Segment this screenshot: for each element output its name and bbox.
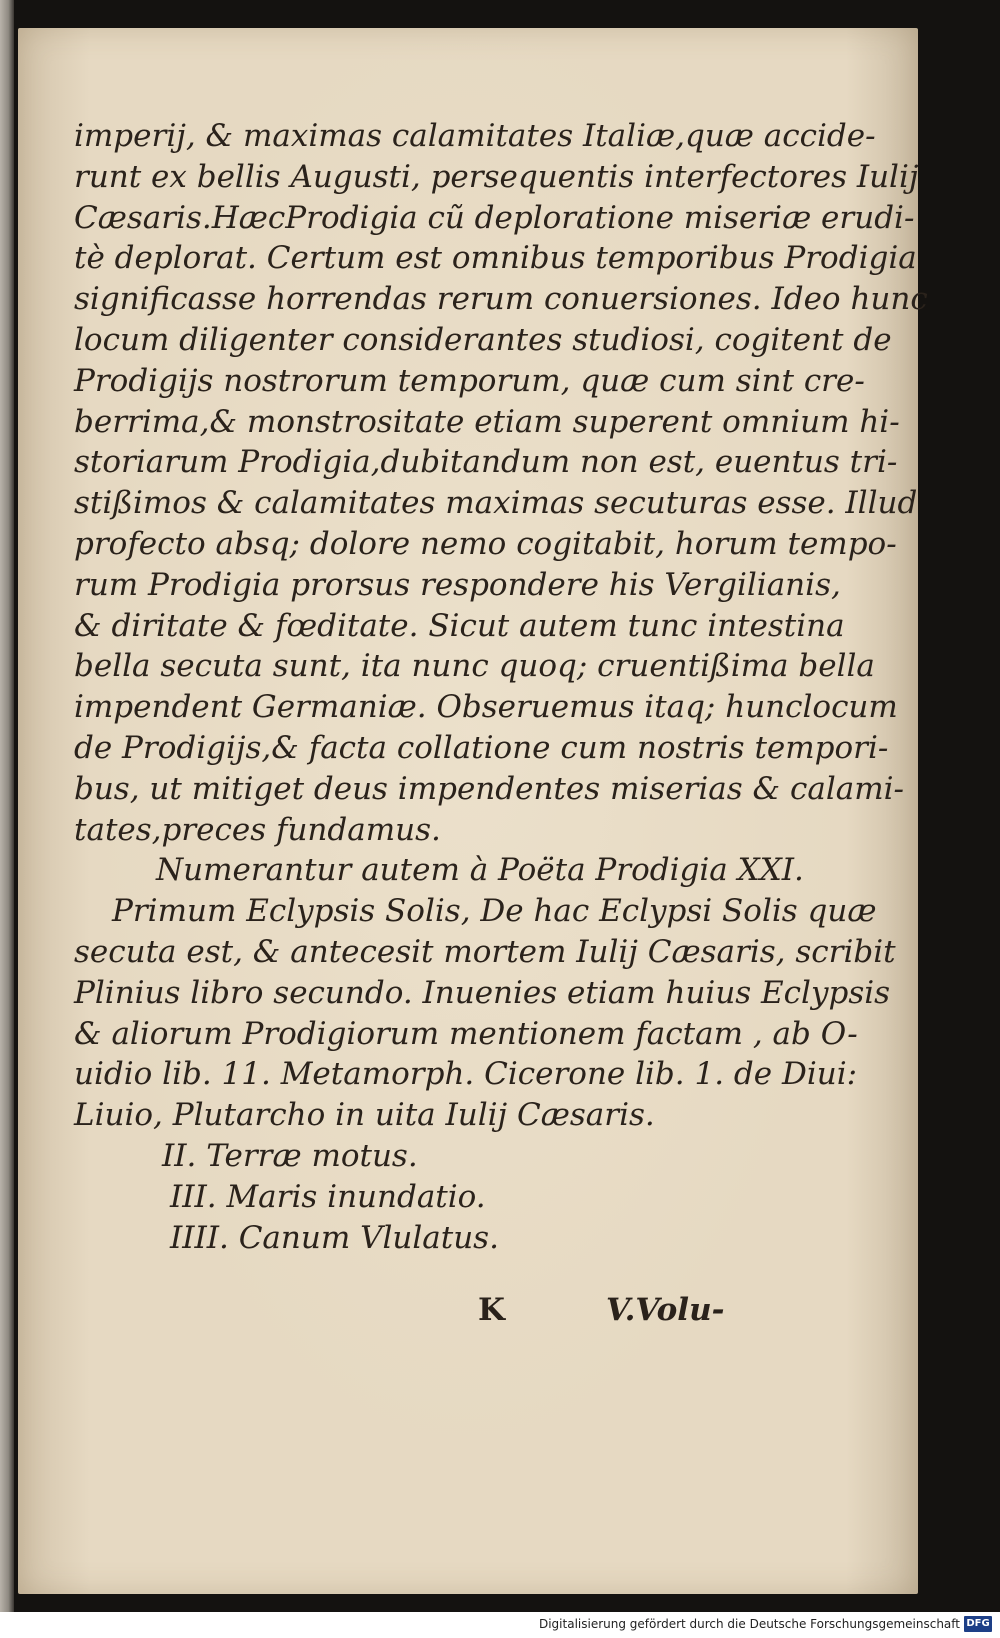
text-line: stißimos & calamitates maximas secuturas esse. Illud (74, 485, 918, 522)
text-line: runt ex bellis Augusti, persequentis interfectores Iulij (74, 158, 919, 195)
page-footer-marks (74, 1292, 864, 1332)
text-line: tè deplorat. Certum est omnibus temporibus Prodigia (74, 240, 917, 277)
list-item: III. Maris inundatio. (170, 1178, 486, 1215)
text-line: storiarum Prodigia,dubitandum non est, euentus tri- (74, 444, 898, 481)
text-line: Primum Eclypsis Solis, De hac Eclypsi Solis quæ (112, 893, 877, 930)
section-heading: Numerantur autem à Poëta Prodigia XXI. (156, 852, 804, 889)
text-line: impendent Germaniæ. Obseruemus itaq; hunclocum (74, 689, 898, 726)
text-line: tates,preces fundamus. (74, 811, 441, 848)
page-text (74, 116, 928, 1258)
text-line: de Prodigijs,& facta collatione cum nostris tempori- (74, 729, 889, 766)
text-line: significasse horrendas rerum conuersiones. Ideo hunc (74, 281, 928, 318)
text-line: bella secuta sunt, ita nunc quoq; cruentißima bella (74, 648, 875, 685)
catchword: V.Volu- (606, 1292, 725, 1328)
digitization-footer (0, 1612, 1000, 1638)
signature-mark: K (478, 1292, 505, 1328)
text-line: uidio lib. 11. Metamorph. Cicerone lib. 1. de Diui: (74, 1056, 858, 1093)
text-line: bus, ut mitiget deus impendentes miserias & calami- (74, 770, 905, 807)
text-line: berrima,& monstrositate etiam superent omnium hi- (74, 403, 900, 440)
text-line: Cæsaris.HæcProdigia cũ deploratione miseriæ erudi- (74, 199, 915, 236)
book-spine-edge (0, 0, 14, 1612)
dfg-logo-icon: DFG (964, 1616, 992, 1632)
text-line: Plinius libro secundo. Inuenies etiam huius Eclypsis (74, 974, 891, 1011)
text-line: locum diligenter considerantes studiosi, cogitent de (74, 321, 892, 358)
text-line: Liuio, Plutarcho in uita Iulij Cæsaris. (74, 1097, 655, 1134)
text-line: profecto absq; dolore nemo cogitabit, horum tempo- (74, 525, 897, 562)
text-line: & aliorum Prodigiorum mentionem factam , ab O- (74, 1015, 858, 1052)
text-line: secuta est, & antecesit mortem Iulij Cæsaris, scribit (74, 933, 896, 970)
list-item: II. Terræ motus. (162, 1137, 418, 1174)
text-line: & diritate & fœditate. Sicut autem tunc intestina (74, 607, 845, 644)
text-line: rum Prodigia prorsus respondere his Vergilianis, (74, 566, 841, 603)
book-page (18, 28, 928, 1594)
text-line: imperij, & maximas calamitates Italiæ,quæ accide- (74, 118, 876, 154)
list-item: IIII. Canum Vlulatus. (170, 1219, 499, 1256)
dfg-credit-text: Digitalisierung gefördert durch die Deutsche Forschungsgemeinschaft (538, 1617, 960, 1631)
text-line: Prodigijs nostrorum temporum, quæ cum sint cre- (74, 362, 865, 399)
